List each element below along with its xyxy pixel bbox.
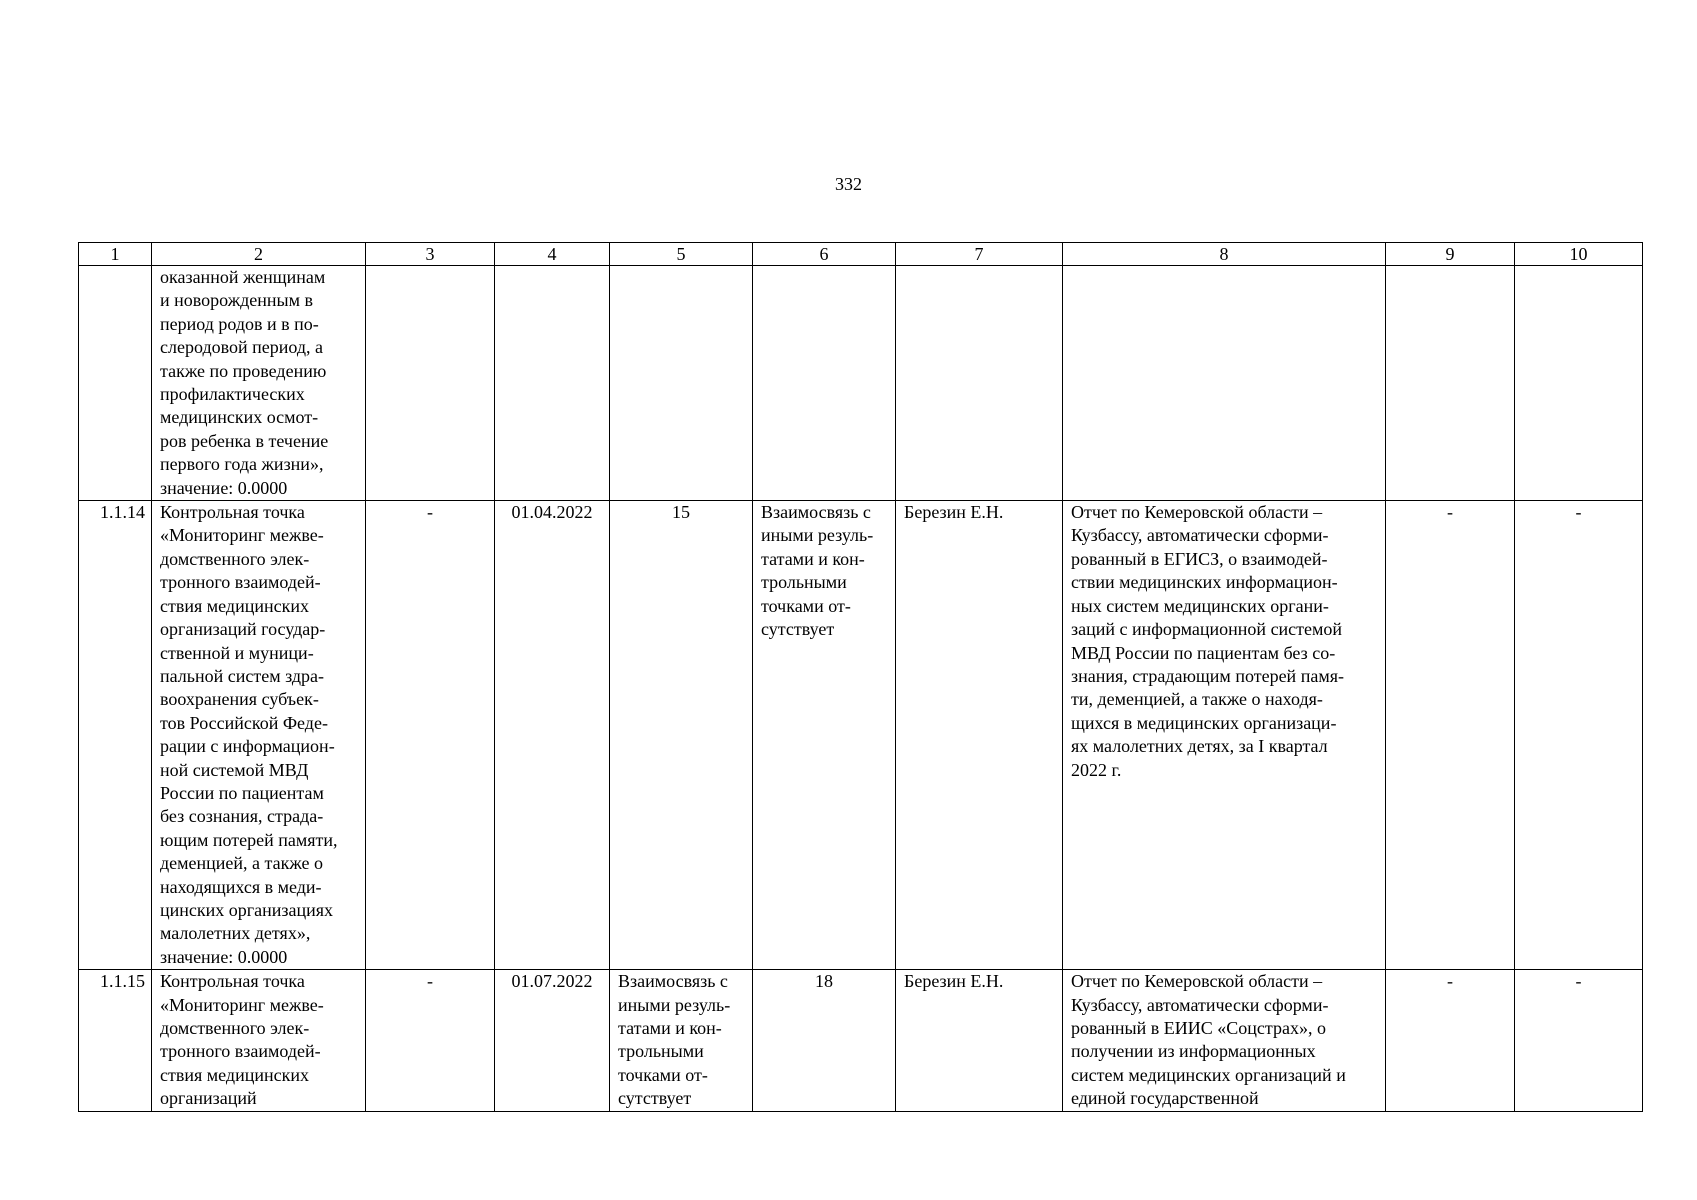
start-cell [366, 266, 495, 501]
date-value: 01.07.2022 [511, 971, 593, 992]
header-row [79, 243, 1643, 266]
responsible-cell [896, 266, 1063, 501]
page-number: 332 [835, 174, 862, 194]
name-cell [152, 501, 366, 970]
col-header-6: 6 [753, 243, 896, 266]
row-number-cell [79, 501, 152, 970]
control-points-table [78, 242, 1643, 1112]
col5-cell [610, 501, 753, 970]
table-row [79, 501, 1643, 970]
col-header-3: 3 [366, 243, 495, 266]
col-header-1: 1 [79, 243, 152, 266]
name-cell [152, 970, 366, 1111]
result-value: Отчет по Кемеровской области – Кузбассу, автоматически сформи- рованный в ЕГИСЗ, о взаимодей- ствии медицинских информацион- ных систем медицинских органи- заций с информационной системой МВД России по пациентам без со- знания, страдающим потерей памя- ти, деменцией, а также о находя- щихся в медицинских организаци- ях малолетних детях, за I квартал 2022 г. [1071, 502, 1344, 780]
row-number: 1.1.14 [100, 502, 145, 523]
responsible-cell [896, 970, 1063, 1111]
col10-cell [1515, 266, 1643, 501]
result-value: Отчет по Кемеровской области – Кузбассу, автоматически сформи- рованный в ЕИИС «Соцстрах», о получении из информационных систем медицинских организаций и единой государственной [1071, 971, 1346, 1109]
date-cell [495, 501, 610, 970]
table-row [79, 970, 1643, 1111]
col9-cell [1386, 970, 1515, 1111]
row-number: 1.1.15 [100, 971, 145, 992]
row-number-cell [79, 970, 152, 1111]
col-header-5: 5 [610, 243, 753, 266]
responsible-value: Березин Е.Н. [904, 502, 1004, 523]
name-cell [152, 266, 366, 501]
col10-value: - [1575, 502, 1582, 523]
col5-value: 15 [672, 502, 690, 523]
col5-cell [610, 266, 753, 501]
col10-value: - [1575, 971, 1582, 992]
date-cell [495, 970, 610, 1111]
col9-cell [1386, 501, 1515, 970]
date-value: 01.04.2022 [511, 502, 593, 523]
table-row [79, 266, 1643, 501]
col6-cell [753, 266, 896, 501]
col9-value: - [1447, 971, 1453, 992]
col-header-2: 2 [152, 243, 366, 266]
responsible-value: Березин Е.Н. [904, 971, 1004, 992]
start-cell [366, 970, 495, 1111]
col10-cell [1515, 501, 1643, 970]
result-cell [1063, 266, 1386, 501]
start-value: - [427, 502, 433, 523]
col6-value: Взаимосвязь с иными резуль- татами и кон- трольными точками от- сутствует [761, 502, 874, 640]
start-cell [366, 501, 495, 970]
responsible-cell [896, 501, 1063, 970]
col9-value: - [1447, 502, 1453, 523]
col-header-10: 10 [1515, 243, 1643, 266]
col6-cell [753, 970, 896, 1111]
col-header-4: 4 [495, 243, 610, 266]
col10-cell [1515, 970, 1643, 1111]
start-value: - [427, 971, 433, 992]
col5-value: Взаимосвязь с иными резуль- татами и кон- трольными точками от- сутствует [618, 971, 731, 1109]
result-cell [1063, 970, 1386, 1111]
col6-value: 18 [815, 971, 833, 992]
col-header-8: 8 [1063, 243, 1386, 266]
control-point-name: оказанной женщинам и новорожденным в период родов и в по- слеродовой период, а также по проведению профилактических медицинских осмот- ров ребенка в течение первого года жизни», значение: 0.0000 [160, 267, 329, 498]
control-point-name: Контрольная точка «Мониторинг межве- домственного элек- тронного взаимодей- ствия медицинских организаций [160, 971, 324, 1109]
col5-cell [610, 970, 753, 1111]
date-cell [495, 266, 610, 501]
col-header-9: 9 [1386, 243, 1515, 266]
col6-cell [753, 501, 896, 970]
col9-cell [1386, 266, 1515, 501]
col-header-7: 7 [896, 243, 1063, 266]
result-cell [1063, 501, 1386, 970]
control-point-name: Контрольная точка «Мониторинг межве- домственного элек- тронного взаимодей- ствия медицинских организаций государ- ственной и муници- пальной систем здра- воохранения субъек- тов Российской Феде- рации с информацион- ной системой МВД России по пациентам без сознания, страда- ющим потерей памяти, деменцией, а также о находящихся в меди- цинских организациях малолетних детях», значение: 0.0000 [160, 502, 338, 967]
row-number-cell [79, 266, 152, 501]
